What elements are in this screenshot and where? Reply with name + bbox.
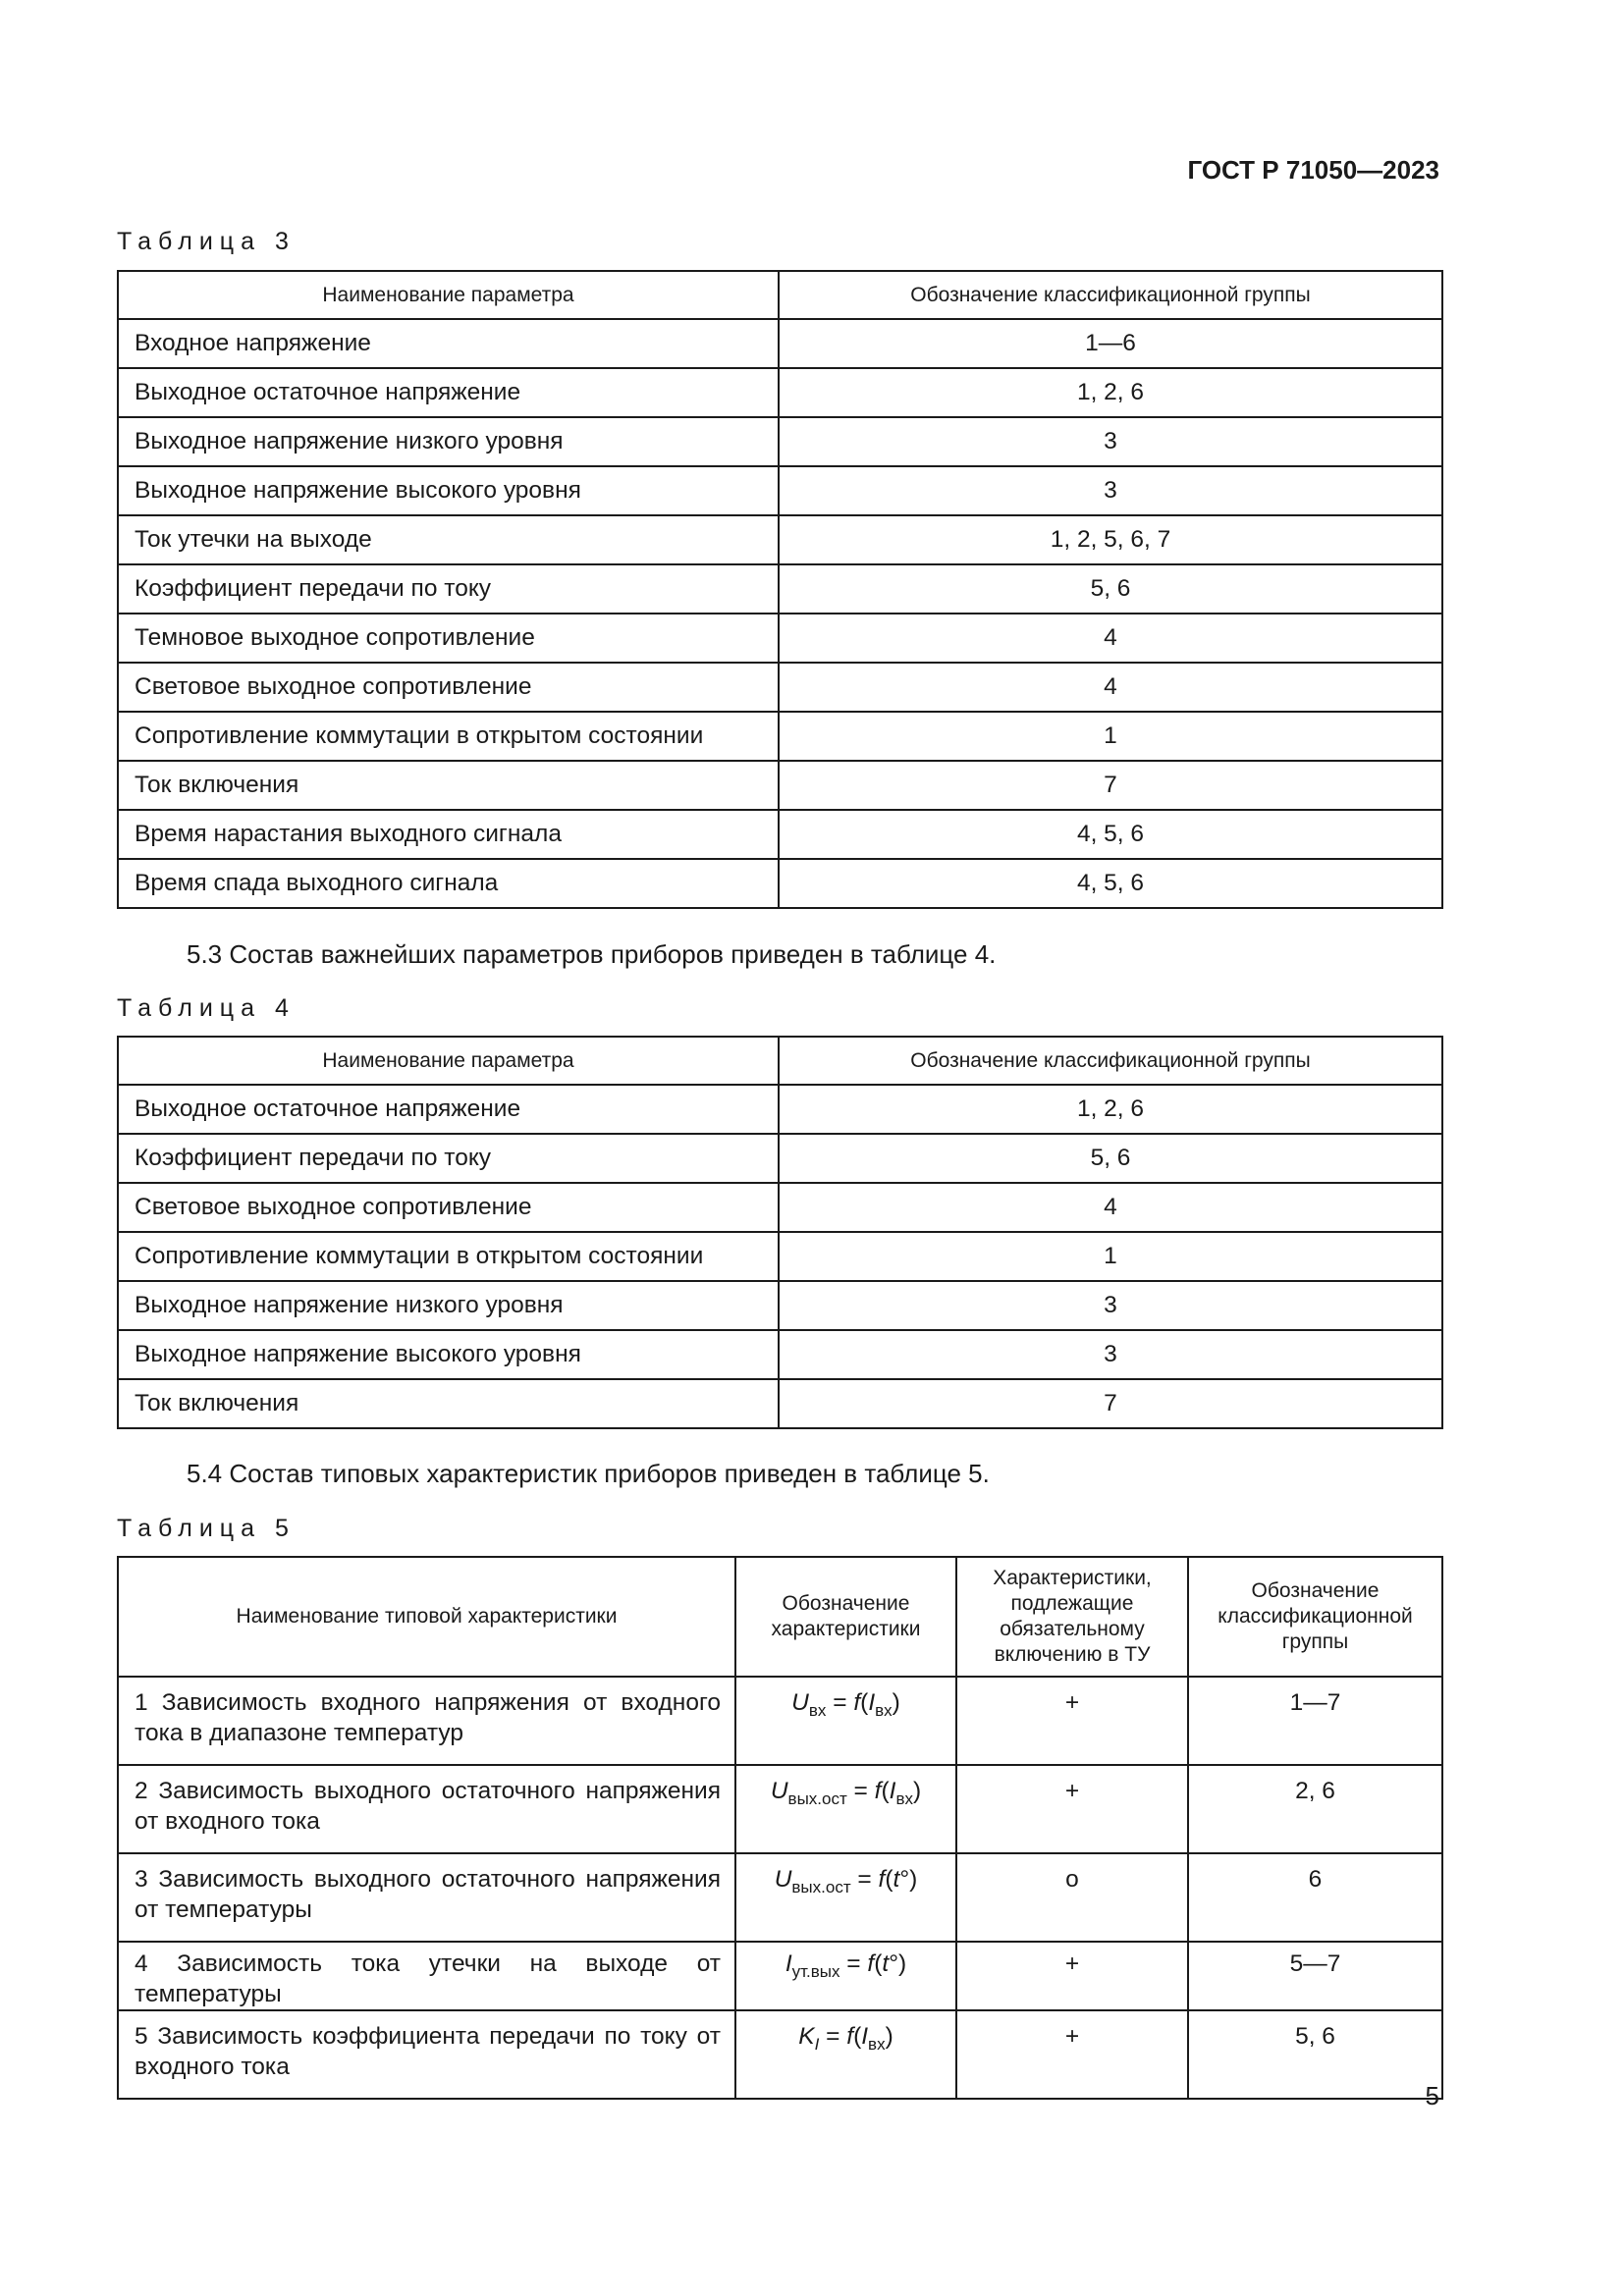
mandatory-mark: +	[956, 1942, 1188, 2010]
table-row	[118, 564, 1442, 614]
characteristic-formula: $U_{вх} = f(I_{вх})$	[735, 1677, 956, 1765]
characteristic-name: 3 Зависимость выходного остаточного напряжения от температуры	[118, 1853, 735, 1942]
param-name: Коэффициент передачи по току	[118, 564, 779, 614]
table-row	[118, 1379, 1442, 1428]
table5-caption: Таблица 5	[117, 1515, 296, 1542]
group-value: 5, 6	[779, 1134, 1442, 1183]
param-name: Ток включения	[118, 1379, 779, 1428]
param-name: Темновое выходное сопротивление	[118, 614, 779, 663]
group-value: 5—7	[1188, 1942, 1442, 2010]
group-value: 5, 6	[1188, 2010, 1442, 2099]
group-value: 1	[779, 712, 1442, 761]
param-name: Выходное напряжение высокого уровня	[118, 466, 779, 515]
param-name: Световое выходное сопротивление	[118, 1183, 779, 1232]
param-name: Ток включения	[118, 761, 779, 810]
characteristic-formula: $U_{вых.ост} = f(I_{вх})$	[735, 1765, 956, 1853]
table-row	[118, 859, 1442, 908]
characteristic-name: 2 Зависимость выходного остаточного напряжения от входного тока	[118, 1765, 735, 1853]
mandatory-mark: о	[956, 1853, 1188, 1942]
characteristic-name: 1 Зависимость входного напряжения от входного тока в диапазоне температур	[118, 1677, 735, 1765]
param-name: Выходное напряжение низкого уровня	[118, 1281, 779, 1330]
table5-header-name: Наименование типовой характеристики	[118, 1557, 735, 1677]
group-value: 2, 6	[1188, 1765, 1442, 1853]
table-row	[118, 515, 1442, 564]
paragraph-5-3: 5.3 Состав важнейших параметров приборов приведен в таблице 4.	[187, 939, 997, 969]
table-row	[118, 1085, 1442, 1134]
characteristic-name: 5 Зависимость коэффициента передачи по току от входного тока	[118, 2010, 735, 2099]
paragraph-5-4: 5.4 Состав типовых характеристик приборов приведен в таблице 5.	[187, 1459, 990, 1488]
group-value: 4, 5, 6	[779, 859, 1442, 908]
group-value: 6	[1188, 1853, 1442, 1942]
group-value: 4	[779, 663, 1442, 712]
table4-header-param: Наименование параметра	[118, 1037, 779, 1085]
table4-header-group: Обозначение классификационной группы	[779, 1037, 1442, 1085]
table-row	[118, 614, 1442, 663]
table-row	[118, 368, 1442, 417]
group-value: 1, 2, 6	[779, 1085, 1442, 1134]
mandatory-mark: +	[956, 1677, 1188, 1765]
table4-caption: Таблица 4	[117, 994, 296, 1022]
group-value: 7	[779, 1379, 1442, 1428]
table-row	[118, 319, 1442, 368]
table5-header-designation: Обозначение характеристики	[735, 1557, 956, 1677]
param-name: Сопротивление коммутации в открытом состоянии	[118, 1232, 779, 1281]
table-row	[118, 466, 1442, 515]
group-value: 4	[779, 614, 1442, 663]
table3-header-param: Наименование параметра	[118, 271, 779, 319]
characteristic-formula: $K_I = f(I_{вх})$	[735, 2010, 956, 2099]
mandatory-mark: +	[956, 2010, 1188, 2099]
group-value: 1—6	[779, 319, 1442, 368]
group-value: 1, 2, 5, 6, 7	[779, 515, 1442, 564]
table-row	[118, 761, 1442, 810]
table4	[117, 1036, 1443, 1429]
table-row	[118, 1942, 1442, 2010]
group-value: 3	[779, 466, 1442, 515]
group-value: 1—7	[1188, 1677, 1442, 1765]
param-name: Выходное напряжение высокого уровня	[118, 1330, 779, 1379]
table-row	[118, 1853, 1442, 1942]
table5-header-mandatory: Характеристики, подлежащие обязательному включению в ТУ	[956, 1557, 1188, 1677]
param-name: Входное напряжение	[118, 319, 779, 368]
param-name: Сопротивление коммутации в открытом состоянии	[118, 712, 779, 761]
table5-header-group: Обозначение классификационной группы	[1188, 1557, 1442, 1677]
mandatory-mark: +	[956, 1765, 1188, 1853]
table-row	[118, 2010, 1442, 2099]
param-name: Коэффициент передачи по току	[118, 1134, 779, 1183]
table4-header-row	[118, 1037, 1442, 1085]
table-row	[118, 712, 1442, 761]
characteristic-formula: $I_{ут.вых} = f(t^\circ)$	[735, 1942, 956, 2010]
table-row	[118, 1134, 1442, 1183]
param-name: Выходное остаточное напряжение	[118, 1085, 779, 1134]
param-name: Световое выходное сопротивление	[118, 663, 779, 712]
table-row	[118, 1330, 1442, 1379]
group-value: 3	[779, 1281, 1442, 1330]
group-value: 4, 5, 6	[779, 810, 1442, 859]
table3-header-row	[118, 271, 1442, 319]
table3	[117, 270, 1443, 909]
table-row	[118, 1183, 1442, 1232]
page-number: 5	[1425, 2081, 1439, 2110]
table-row	[118, 663, 1442, 712]
param-name: Время нарастания выходного сигнала	[118, 810, 779, 859]
group-value: 3	[779, 1330, 1442, 1379]
group-value: 3	[779, 417, 1442, 466]
table-row	[118, 417, 1442, 466]
group-value: 1	[779, 1232, 1442, 1281]
table-row	[118, 1281, 1442, 1330]
table3-header-group: Обозначение классификационной группы	[779, 271, 1442, 319]
param-name: Выходное остаточное напряжение	[118, 368, 779, 417]
document-id: ГОСТ Р 71050—2023	[1187, 155, 1439, 185]
characteristic-formula: $U_{вых.ост} = f(t^\circ)$	[735, 1853, 956, 1942]
table-row	[118, 810, 1442, 859]
characteristic-name: 4 Зависимость тока утечки на выходе от температуры	[118, 1942, 735, 2010]
group-value: 7	[779, 761, 1442, 810]
param-name: Выходное напряжение низкого уровня	[118, 417, 779, 466]
table5-header-row	[118, 1557, 1442, 1677]
group-value: 4	[779, 1183, 1442, 1232]
table3-caption: Таблица 3	[117, 228, 296, 255]
table-row	[118, 1765, 1442, 1853]
table-row	[118, 1677, 1442, 1765]
table5	[117, 1556, 1443, 2100]
param-name: Ток утечки на выходе	[118, 515, 779, 564]
table-row	[118, 1232, 1442, 1281]
group-value: 1, 2, 6	[779, 368, 1442, 417]
group-value: 5, 6	[779, 564, 1442, 614]
param-name: Время спада выходного сигнала	[118, 859, 779, 908]
